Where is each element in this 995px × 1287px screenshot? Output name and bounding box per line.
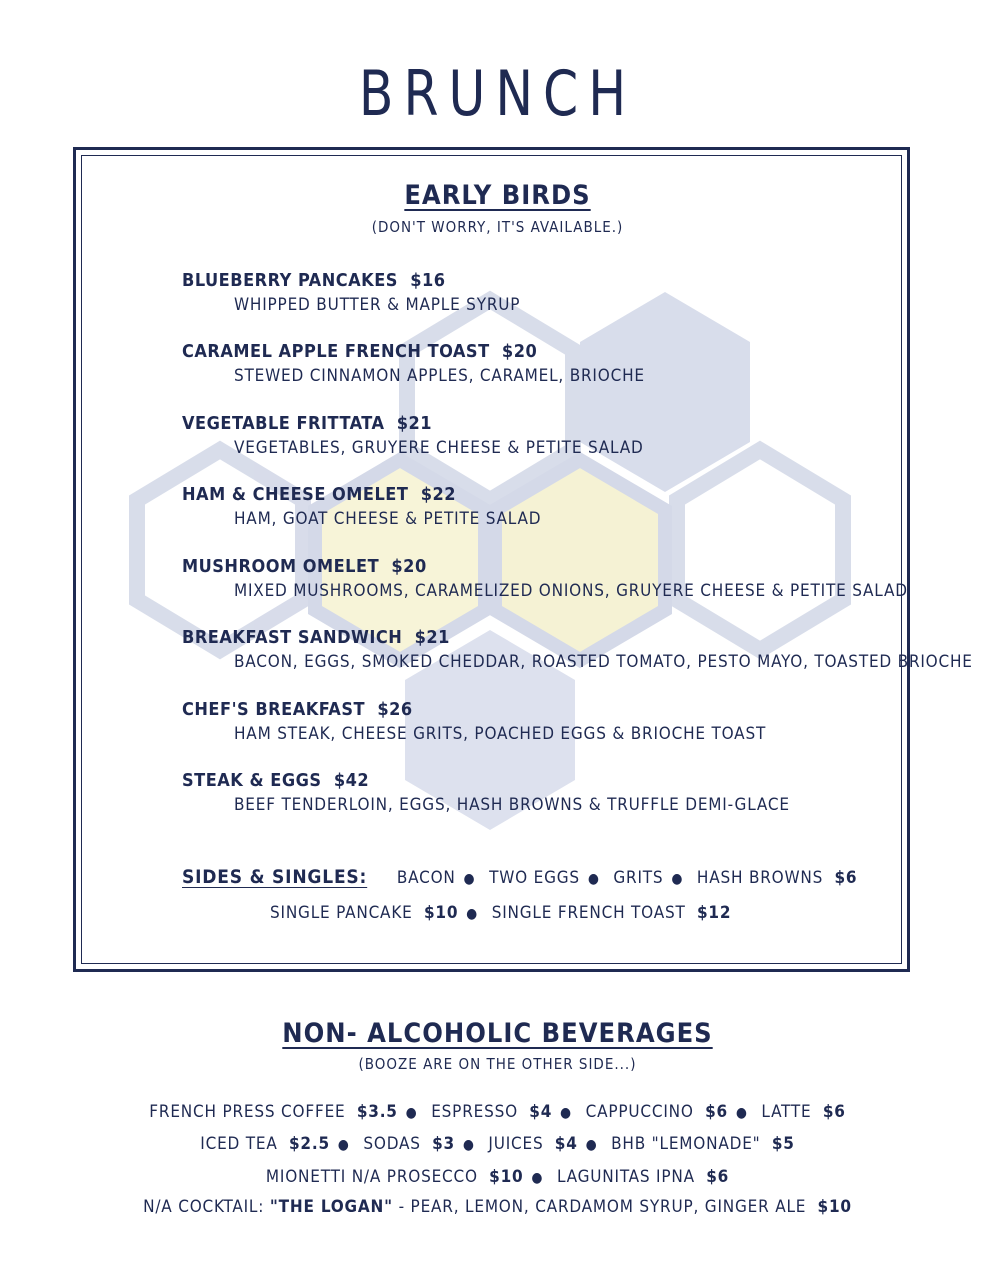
menu-item-description: HAM STEAK, CHEESE GRITS, POACHED EGGS & BRIOCHE TOAST (234, 724, 767, 744)
menu-item-name: HAM & CHEESE OMELET $22 (182, 484, 456, 505)
menu-item-name: VEGETABLE FRITTATA $21 (182, 413, 433, 434)
menu-item-description: HAM, GOAT CHEESE & PETITE SALAD (234, 509, 542, 529)
page-title: BRUNCH (358, 58, 637, 131)
menu-item-description: BEEF TENDERLOIN, EGGS, HASH BROWNS & TRUFFLE DEMI-GLACE (234, 795, 790, 815)
bullet-icon: ● (337, 1137, 350, 1153)
menu-item-description: STEWED CINNAMON APPLES, CARAMEL, BRIOCHE (234, 366, 645, 386)
bullet-icon: ● (671, 871, 684, 887)
beverages-subheading: (BOOZE ARE ON THE OTHER SIDE...) (358, 1055, 637, 1073)
cocktail-name: "THE LOGAN" (269, 1197, 393, 1217)
menu-item-name: CHEF'S BREAKFAST $26 (182, 699, 413, 720)
menu-item (182, 341, 645, 386)
bullet-icon: ● (560, 1105, 572, 1121)
menu-item (182, 484, 541, 529)
bullet-icon: ● (587, 871, 600, 887)
menu-item-name: MUSHROOM OMELET $20 (182, 556, 427, 577)
sides-label: SIDES & SINGLES: (182, 866, 368, 888)
menu-item-name: CARAMEL APPLE FRENCH TOAST $20 (182, 341, 538, 362)
menu-item (182, 770, 790, 815)
menu-item-description: BACON, EGGS, SMOKED CHEDDAR, ROASTED TOMATO, PESTO MAYO, TOASTED BRIOCHE (234, 652, 973, 672)
menu-item-name: BLUEBERRY PANCAKES $16 (182, 270, 446, 291)
sides-line-1: SIDES & SINGLES: BACON ● TWO EGGS ● GRITS ● HASH BROWNS $6 (182, 866, 858, 888)
beverages-line-3: MIONETTI N/A PROSECCO $10 ● LAGUNITAS IPNA $6 (265, 1167, 730, 1187)
menu-item (182, 413, 644, 458)
bullet-icon: ● (531, 1170, 544, 1186)
bullet-icon: ● (462, 1137, 475, 1153)
bullet-icon: ● (466, 906, 479, 922)
early-birds-subheading: (DON'T WORRY, IT'S AVAILABLE.) (371, 218, 624, 236)
menu-item-name: STEAK & EGGS $42 (182, 770, 370, 791)
beverages-heading: NON- ALCOHOLIC BEVERAGES (282, 1018, 713, 1049)
menu-item (182, 699, 766, 744)
sides-line-2: SINGLE PANCAKE $10 ● SINGLE FRENCH TOAST $12 (270, 903, 732, 923)
beverages-cocktail-line: N/A COCKTAIL: "THE LOGAN" - PEAR, LEMON, CARDAMOM SYRUP, GINGER ALE $10 (143, 1197, 852, 1217)
menu-item (182, 627, 973, 672)
early-birds-heading: EARLY BIRDS (404, 180, 591, 211)
beverages-line-1: FRENCH PRESS COFFEE $3.5 ● ESPRESSO $4 ● CAPPUCCINO $6 ● LATTE $6 (149, 1102, 846, 1122)
menu-item-name: BREAKFAST SANDWICH $21 (182, 627, 450, 648)
menu-item-description: MIXED MUSHROOMS, CARAMELIZED ONIONS, GRUYERE CHEESE & PETITE SALAD (234, 581, 908, 601)
bullet-icon: ● (405, 1105, 418, 1121)
beverages-line-2: ICED TEA $2.5 ● SODAS $3 ● JUICES $4 ● BHB "LEMONADE" $5 (200, 1134, 795, 1154)
menu-item (182, 270, 520, 315)
bullet-icon: ● (735, 1105, 748, 1121)
bullet-icon: ● (585, 1137, 598, 1153)
menu-item-description: VEGETABLES, GRUYERE CHEESE & PETITE SALAD (234, 438, 644, 458)
menu-item (182, 556, 908, 601)
menu-item-description: WHIPPED BUTTER & MAPLE SYRUP (234, 295, 521, 315)
bullet-icon: ● (463, 871, 476, 887)
